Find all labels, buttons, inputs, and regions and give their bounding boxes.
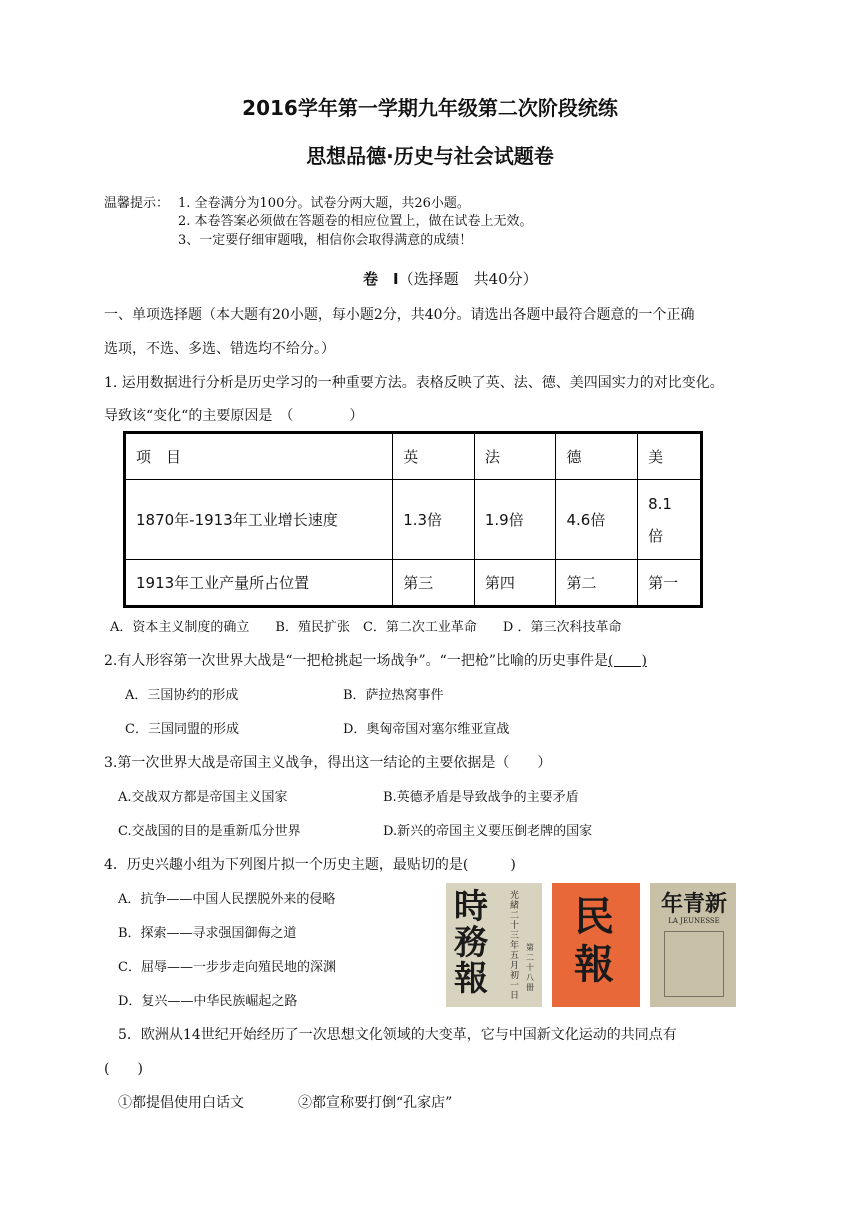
table-cell: 第四 <box>474 560 556 607</box>
q2-option-a: A．三国协约的形成 <box>125 688 239 703</box>
q3-option-c: C.交战国的目的是重新瓜分世界 <box>118 824 301 839</box>
q4-option-a: A．抗争——中国人民摆脱外来的侵略 <box>118 892 336 907</box>
table-row <box>125 480 702 560</box>
pic1-issue-text: 第二十八冊 <box>526 943 534 992</box>
pic3-inner-frame <box>664 931 724 997</box>
table-header-uk: 英 <box>393 433 475 480</box>
pic2-title: 民報 <box>574 893 614 988</box>
q2-option-c: C．三国同盟的形成 <box>125 722 239 737</box>
table-row <box>125 560 702 607</box>
section-heading-main: 卷 I <box>363 270 399 288</box>
q2-answer-blank: ( ) <box>607 653 647 669</box>
q2-option-b: B．萨拉热窝事件 <box>343 688 444 703</box>
tips-item-2: 2. 本卷答案必须做在答题卷的相应位置上，做在试卷上无效。 <box>178 214 533 229</box>
q2-stem-text: 2.有人形容第一次世界大战是“一把枪挑起一场战争”。“一把枪”比喻的历史事件是 <box>104 653 608 669</box>
q1-stem-line1: 1. 运用数据进行分析是历史学习的一种重要方法。表格反映了英、法、德、美四国实力的对比变化。 <box>104 375 724 391</box>
q2-option-d: D．奥匈帝国对塞尔维亚宣战 <box>343 722 510 737</box>
xinqingnian-cover-image <box>650 883 736 1007</box>
exam-title: 2016学年第一学期九年级第二次阶段统练 <box>242 96 618 120</box>
section-heading <box>363 268 538 289</box>
q1-options: A．资本主义制度的确立 B．殖民扩张 C．第二次工业革命 D ．第三次科技革命 <box>110 620 622 635</box>
tips-item-1: 1. 全卷满分为100分。试卷分两大题，共26小题。 <box>178 196 470 211</box>
table-cell: 1.9倍 <box>474 480 556 560</box>
tips-item-3: 3、一定要仔细审题哦，相信你会取得满意的成绩！ <box>178 233 473 248</box>
table-cell: 1.3倍 <box>393 480 475 560</box>
q3-option-a: A.交战双方都是帝国主义国家 <box>118 790 288 805</box>
table-cell: 1870年-1913年工业增长速度 <box>125 480 393 560</box>
minbao-cover-image <box>552 883 640 1007</box>
table-header-us: 美 <box>638 433 702 480</box>
section-intro-line1: 一、单项选择题（本大题有20小题，每小题2分，共40分。请选出各题中最符合题意的一个正确 <box>104 307 695 323</box>
q4-option-d: D．复兴——中华民族崛起之路 <box>118 994 298 1009</box>
q5-stem-line1: 5．欧洲从14世纪开始经历了一次思想文化领域的大变革，它与中国新文化运动的共同点有 <box>118 1027 677 1043</box>
q4-option-c: C．屈辱——一步步走向殖民地的深渊 <box>118 960 336 975</box>
tips-label: 温馨提示： <box>104 196 170 211</box>
table-cell: 4.6倍 <box>556 480 638 560</box>
q4-option-b: B．探索——寻求强国御侮之道 <box>118 926 297 941</box>
q2-stem <box>104 650 647 670</box>
table-cell: 第三 <box>393 560 475 607</box>
q5-stem-line2: ( ) <box>104 1061 143 1077</box>
table-cell: 1913年工业产量所占位置 <box>125 560 393 607</box>
q5-option-1: ①都提倡使用白话文 <box>118 1095 244 1111</box>
table-header-item: 项 目 <box>125 433 393 480</box>
q1-stem-line2: 导致该“变化“的主要原因是 （ ） <box>104 408 364 424</box>
q3-option-b: B.英德矛盾是导致战争的主要矛盾 <box>383 790 579 805</box>
table-header-fr: 法 <box>474 433 556 480</box>
table-cell <box>638 480 702 560</box>
q1-data-table <box>123 431 703 608</box>
pic3-subtitle: LA JEUNESSE <box>668 917 720 925</box>
table-cell: 第二 <box>556 560 638 607</box>
section-intro-line2: 选项，不选、多选、错选均不给分。） <box>104 341 335 357</box>
pic1-title: 時務報 <box>454 887 488 999</box>
section-heading-sub: （选择题 共40分） <box>398 270 538 288</box>
shiwubao-cover-image <box>446 883 542 1007</box>
pic3-title: 年青新 <box>660 891 727 917</box>
q5-option-2: ②都宣称要打倒“孔家店” <box>298 1095 453 1111</box>
q3-stem: 3.第一次世界大战是帝国主义战争，得出这一结论的主要依据是（ ） <box>104 755 552 771</box>
pic1-side-text: 光緒二十三年五月初一日 <box>510 891 520 1001</box>
table-cell: 第一 <box>638 560 702 607</box>
q3-option-d: D.新兴的帝国主义要压倒老牌的国家 <box>383 824 593 839</box>
table-header-de: 德 <box>556 433 638 480</box>
table-row <box>125 433 702 480</box>
table-cell-line: 8.1 <box>648 494 672 513</box>
q4-stem: 4．历史兴趣小组为下列图片拟一个历史主题，最贴切的是( ) <box>104 857 516 873</box>
exam-subtitle: 思想品德·历史与社会试题卷 <box>306 144 554 168</box>
table-cell-line: 倍 <box>648 526 664 545</box>
